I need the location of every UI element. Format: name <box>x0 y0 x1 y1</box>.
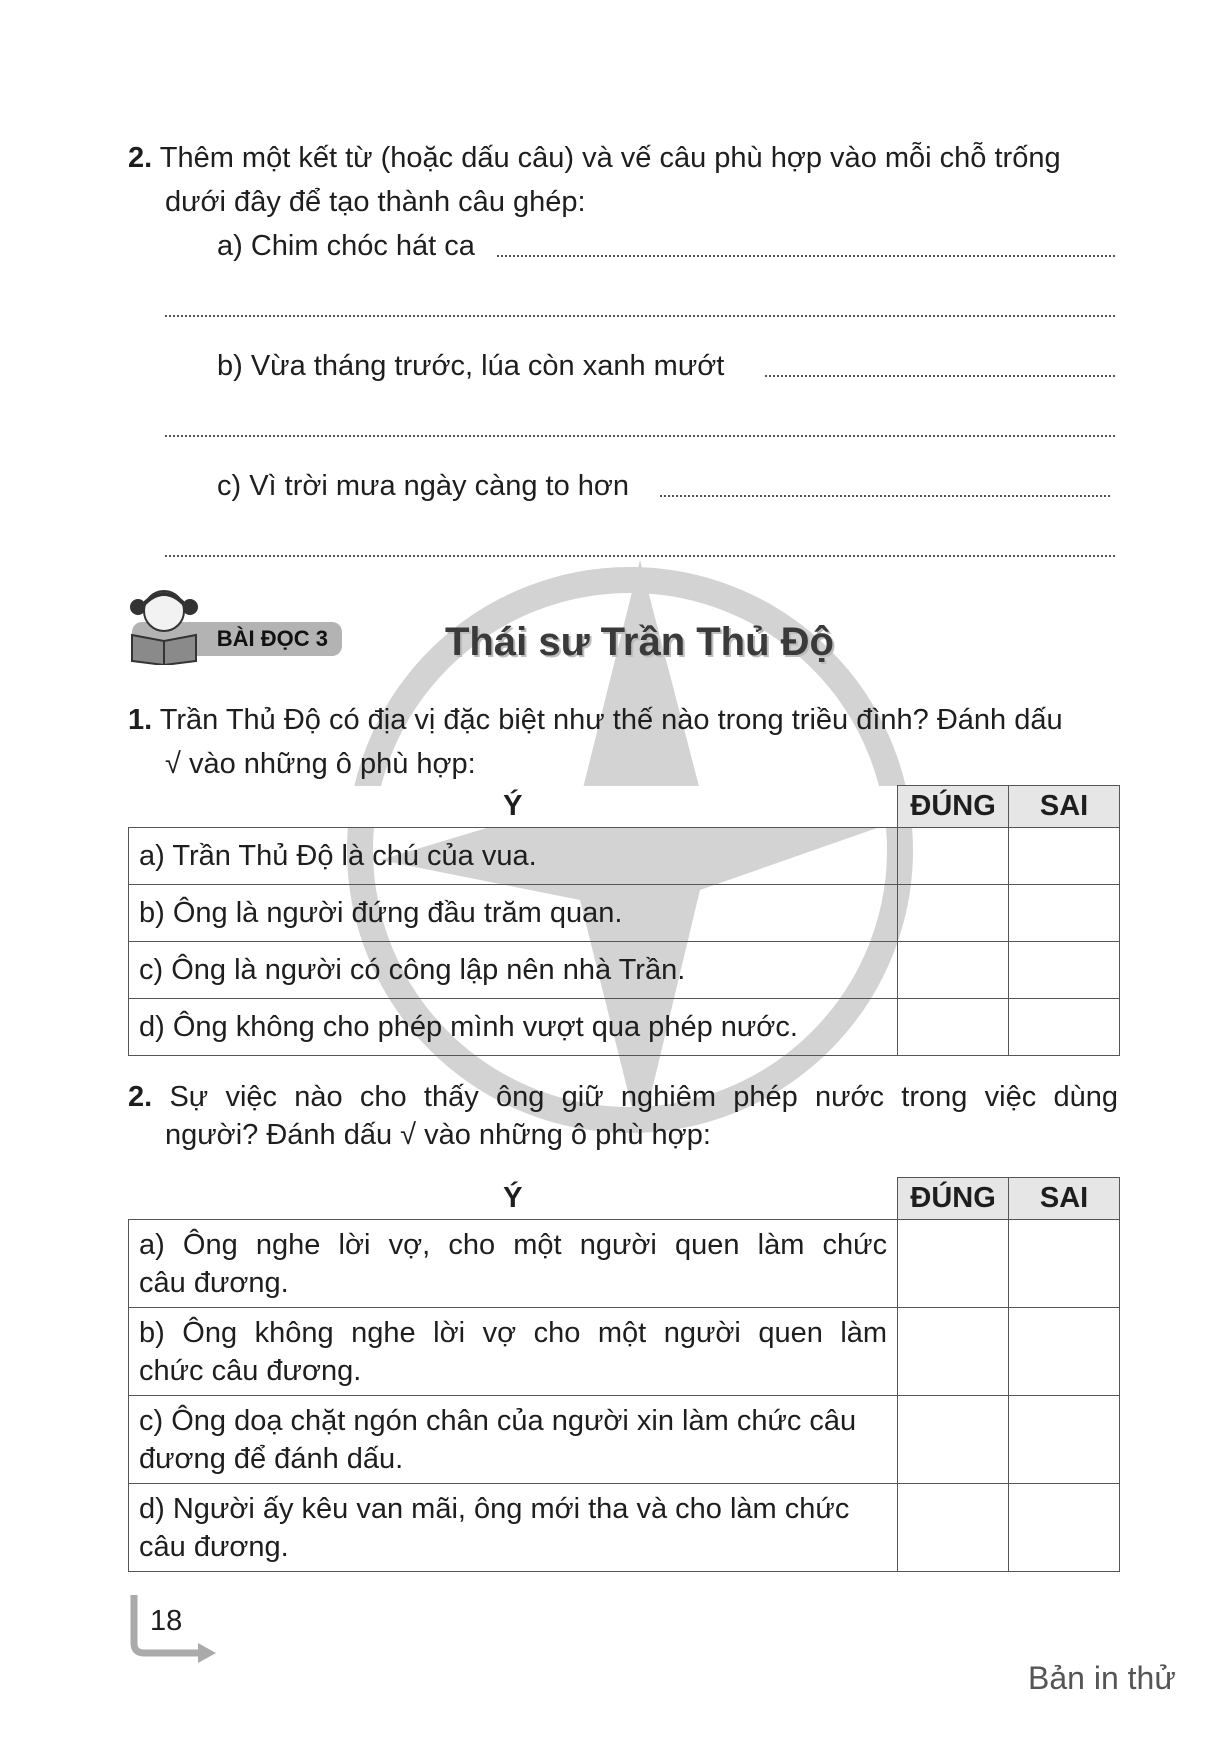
table-row <box>129 1484 1120 1572</box>
header-true: ĐÚNG <box>898 1178 1009 1220</box>
row-text-line: câu đương. <box>139 1266 289 1299</box>
question-text: Thêm một kết từ (hoặc dấu câu) và vế câu phù hợp vào mỗi chỗ trống <box>159 142 1061 174</box>
fill-line[interactable] <box>765 375 1115 377</box>
question-number: 1. <box>128 704 153 736</box>
row-text: d) Ông không cho phép mình vượt qua phép nước. <box>129 999 898 1056</box>
checkbox-true[interactable] <box>898 1396 1009 1484</box>
question-text: Trần Thủ Độ có địa vị đặc biệt như thế nào trong triều đình? Đánh dấu <box>159 704 1063 736</box>
row-text-line: đương để đánh dấu. <box>139 1442 404 1475</box>
header-idea: Ý <box>129 1178 898 1220</box>
fill-item-a: a) Chim chóc hát ca <box>217 230 475 262</box>
header-false: SAI <box>1009 786 1120 828</box>
table-row <box>129 1220 1120 1308</box>
row-text <box>129 1220 898 1308</box>
row-text-line: chức câu đương. <box>139 1354 362 1387</box>
table-row <box>129 1308 1120 1396</box>
question-number: 2. <box>128 1081 153 1113</box>
answer-table-1 <box>128 785 1120 1056</box>
checkbox-false[interactable] <box>1009 942 1120 999</box>
header-false: SAI <box>1009 1178 1120 1220</box>
row-text-line: c) Ông doạ chặt ngón chân của người xin làm chức câu <box>139 1404 857 1437</box>
fill-item-c: c) Vì trời mưa ngày càng to hơn <box>217 470 630 502</box>
checkbox-true[interactable] <box>898 885 1009 942</box>
row-text: a) Trần Thủ Độ là chú của vua. <box>129 828 898 885</box>
checkbox-false[interactable] <box>1009 885 1120 942</box>
row-text: c) Ông là người có công lập nên nhà Trần. <box>129 942 898 999</box>
question-number: 2. <box>128 142 153 174</box>
header-idea: Ý <box>129 786 898 828</box>
checkbox-false[interactable] <box>1009 999 1120 1056</box>
question-2 <box>128 136 1118 180</box>
row-text <box>129 1308 898 1396</box>
checkbox-true[interactable] <box>898 1220 1009 1308</box>
checkbox-false[interactable] <box>1009 1484 1120 1572</box>
question-text-cont: √ vào những ô phù hợp: <box>165 748 476 780</box>
checkbox-true[interactable] <box>898 999 1009 1056</box>
table-row <box>129 828 1120 885</box>
header-true: ĐÚNG <box>898 786 1009 828</box>
question-text: Sự việc nào cho thấy ông giữ nghiêm phép nước trong việc dùng <box>169 1081 1119 1113</box>
checkbox-false[interactable] <box>1009 1220 1120 1308</box>
checkbox-true[interactable] <box>898 1308 1009 1396</box>
page-number: 18 <box>150 1605 183 1637</box>
row-text-line: a) Ông nghe lời vợ, cho một người quen làm chức <box>139 1228 888 1261</box>
fill-line[interactable] <box>165 315 1115 317</box>
table-row <box>129 885 1120 942</box>
lesson-title: Thái sư Trần Thủ Độ <box>445 620 834 664</box>
fill-line[interactable] <box>497 255 1115 257</box>
row-text <box>129 1396 898 1484</box>
reading-girl-icon <box>128 585 200 665</box>
checkbox-true[interactable] <box>898 1484 1009 1572</box>
question-text-cont: dưới đây để tạo thành câu ghép: <box>165 186 586 218</box>
row-text-line: câu đương. <box>139 1530 289 1563</box>
table-row <box>129 999 1120 1056</box>
fill-line[interactable] <box>165 435 1115 437</box>
fill-line[interactable] <box>660 495 1110 497</box>
checkbox-false[interactable] <box>1009 828 1120 885</box>
row-text <box>129 1484 898 1572</box>
row-text-line: b) Ông không nghe lời vợ cho một người quen làm <box>139 1316 888 1349</box>
table-row <box>129 1396 1120 1484</box>
checkbox-true[interactable] <box>898 828 1009 885</box>
row-text-line: d) Người ấy kêu van mãi, ông mới tha và cho làm chức <box>139 1492 850 1525</box>
checkbox-true[interactable] <box>898 942 1009 999</box>
checkbox-false[interactable] <box>1009 1396 1120 1484</box>
checkbox-false[interactable] <box>1009 1308 1120 1396</box>
fill-item-b: b) Vừa tháng trước, lúa còn xanh mướt <box>217 350 725 382</box>
lesson-badge: BÀI ĐỌC 3 <box>132 622 342 656</box>
reading-question-1 <box>128 698 1118 742</box>
draft-label: Bản in thử <box>1028 1660 1176 1696</box>
table-row <box>129 942 1120 999</box>
fill-line[interactable] <box>165 555 1115 557</box>
question-text-cont: người? Đánh dấu √ vào những ô phù hợp: <box>165 1119 711 1151</box>
answer-table-2 <box>128 1177 1120 1572</box>
row-text: b) Ông là người đứng đầu trăm quan. <box>129 885 898 942</box>
